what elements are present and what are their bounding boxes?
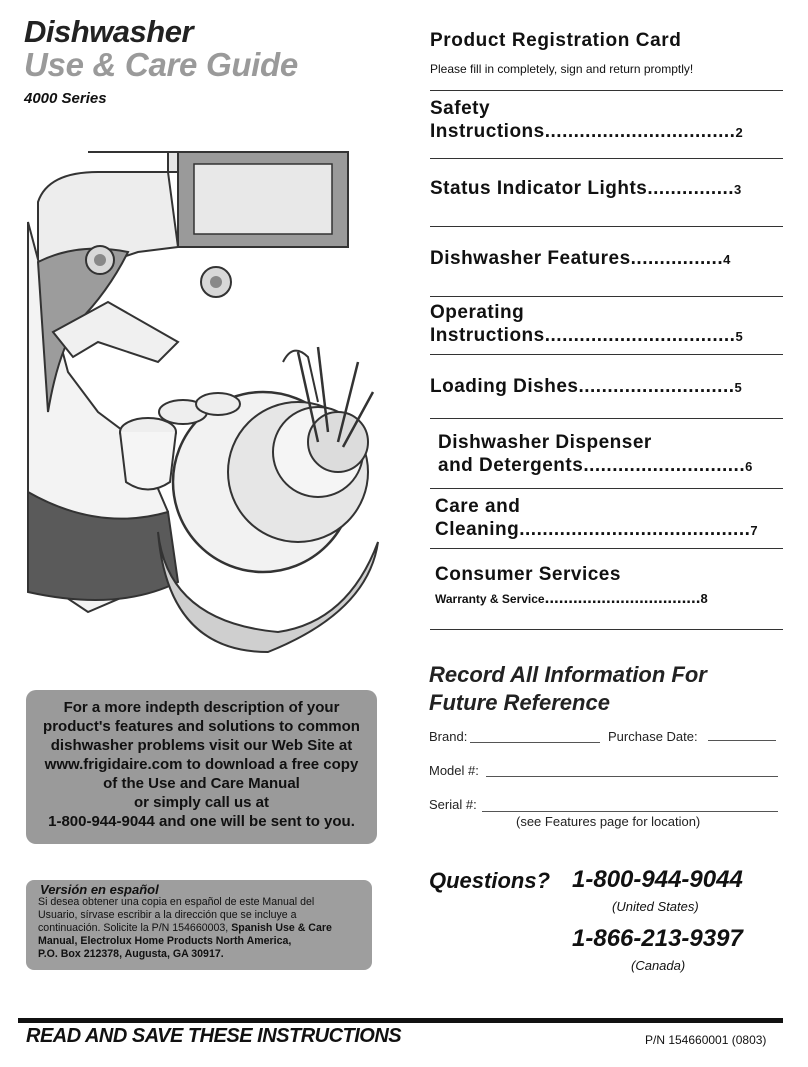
series-label: 4000 Series — [24, 90, 107, 107]
toc-page: 5 — [735, 329, 744, 344]
country-us: (United States) — [612, 899, 699, 914]
title-use-care-guide: Use & Care Guide — [24, 46, 298, 83]
registration-card-note: Please fill in completely, sign and return promptly! — [430, 62, 694, 76]
purchase-date-label: Purchase Date: — [608, 729, 698, 744]
model-field[interactable] — [486, 775, 778, 777]
toc-item-safety[interactable]: Safety Instructions.................................2 — [430, 90, 783, 165]
phone-us[interactable]: 1-800-944-9044 — [572, 866, 743, 893]
serial-label: Serial #: — [429, 797, 477, 812]
brand-label: Brand: — [429, 729, 468, 744]
toc-page: 2 — [735, 125, 744, 140]
toc-item-features[interactable]: Dishwasher Features................4 — [430, 226, 783, 317]
toc-page: 5 — [734, 380, 743, 395]
toc-item-care-cleaning[interactable]: Care and Cleaning........................................7 — [430, 488, 783, 555]
spanish-heading: Versión en español — [40, 882, 159, 897]
toc-item-status-lights[interactable]: Status Indicator Lights...............3 — [430, 158, 783, 245]
website-link[interactable]: www.frigidaire.com to download a free copy — [44, 756, 359, 773]
toc-item-consumer-services[interactable]: Consumer Services Warranty & Service.................................8 — [430, 548, 783, 630]
toc-item-operating[interactable]: Operating Instructions.................................5 — [430, 296, 783, 359]
purchase-date-field[interactable] — [708, 739, 776, 741]
toc-page: 7 — [750, 523, 759, 538]
toc-page: 6 — [745, 459, 753, 474]
website-info-box: For a more indepth description of your product's features and solutions to common dishwasher problems visit our Web Site at www.frigidaire.com to download a free copy of the Use and Care Manual or simply call us at 1-800-944-9044 and one will be sent to you. — [26, 690, 377, 844]
spanish-version-box: Versión en español Si desea obtener una copia en español de este Manual del Usuario, sírvase escribir a la dirección que se incluye a continuación. Solicite la P/N 154660003, Spanish Use & Care Manual, Electrolux Home Products North America, P.O. Box 212378, Augusta, GA 30917. — [26, 880, 372, 970]
record-info-title: Record All Information For — [429, 662, 707, 687]
read-save-instructions: READ AND SAVE THESE INSTRUCTIONS — [26, 1025, 402, 1047]
footer-rule — [18, 1018, 783, 1023]
serial-note: (see Features page for location) — [516, 814, 701, 829]
part-number: P/N 154660001 (0803) — [645, 1033, 767, 1047]
model-label: Model #: — [429, 763, 479, 778]
country-canada: (Canada) — [631, 958, 686, 973]
phone-canada[interactable]: 1-866-213-9397 — [572, 925, 743, 952]
title-dishwasher: Dishwasher — [24, 14, 194, 49]
table-of-contents — [430, 30, 783, 76]
phone-line: 1-800-944-9044 and one will be sent to you. — [48, 813, 355, 830]
toc-item-dispenser[interactable]: Dishwasher Dispenser and Detergents............................6 — [430, 418, 783, 501]
registration-card-heading[interactable]: Product Registration Card — [430, 30, 682, 51]
toc-item-loading[interactable]: Loading Dishes...........................5 — [430, 354, 783, 439]
questions-label: Questions? — [429, 868, 551, 893]
toc-page: 3 — [734, 182, 742, 197]
dishwasher-illustration — [18, 112, 398, 682]
brand-field[interactable] — [470, 741, 600, 743]
toc-page: 4 — [723, 252, 731, 267]
toc-page: 8 — [700, 591, 708, 606]
record-info-title-2: Future Reference — [429, 690, 610, 715]
serial-field[interactable] — [482, 810, 778, 812]
